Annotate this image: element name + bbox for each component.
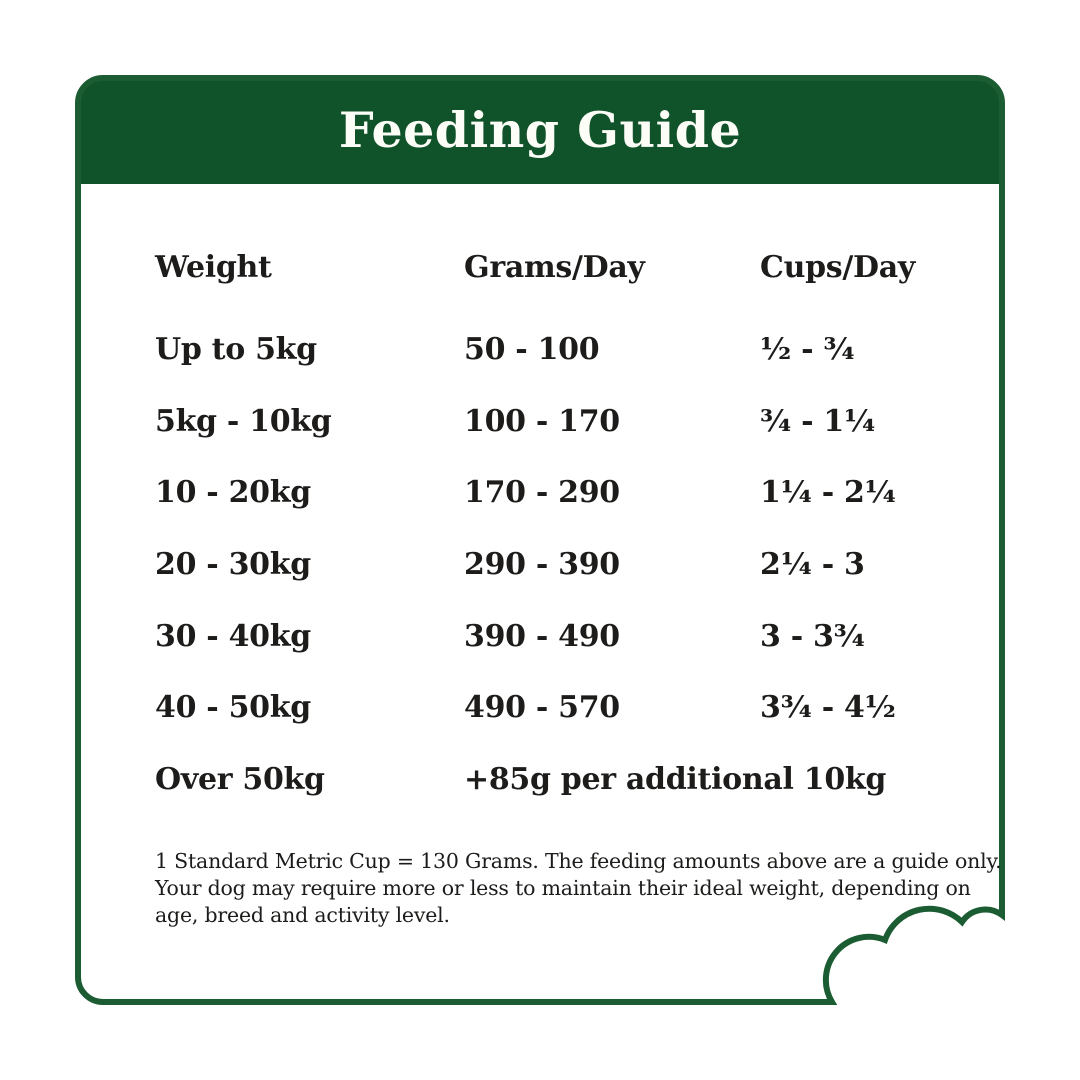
table-row	[155, 762, 955, 798]
footnote-line: Your dog may require more or less to maintain their ideal weight, depending on	[155, 876, 971, 900]
weight-cell: 5kg - 10kg	[155, 404, 332, 439]
weight-cell: 30 - 40kg	[155, 619, 311, 654]
cups-cell: 1¼ - 2¼	[760, 475, 896, 510]
grams-cell: +85g per additional 10kg	[464, 762, 887, 797]
footnote-line: age, breed and activity level.	[155, 903, 450, 927]
cups-cell: 2¼ - 3	[760, 547, 865, 582]
column-header-cups: Cups/Day	[760, 250, 915, 285]
table-row	[155, 404, 955, 440]
table-row	[155, 475, 955, 511]
table-row	[155, 332, 955, 368]
column-header-weight: Weight	[155, 250, 272, 285]
table-header-row	[155, 250, 955, 286]
table-row	[155, 619, 955, 655]
footnote	[155, 848, 1002, 929]
weight-cell: 40 - 50kg	[155, 690, 311, 725]
cups-cell: ¾ - 1¼	[760, 404, 875, 439]
cups-cell: 3¾ - 4½	[760, 690, 896, 725]
cups-cell: ½ - ¾	[760, 332, 855, 367]
page-title: Feeding Guide	[338, 101, 742, 159]
table-row	[155, 547, 955, 583]
column-header-grams: Grams/Day	[464, 250, 645, 285]
weight-cell: 20 - 30kg	[155, 547, 311, 582]
grams-cell: 390 - 490	[464, 619, 620, 654]
grams-cell: 100 - 170	[464, 404, 620, 439]
grams-cell: 50 - 100	[464, 332, 600, 367]
cups-cell: 3 - 3¾	[760, 619, 865, 654]
grams-cell: 290 - 390	[464, 547, 620, 582]
weight-cell: Over 50kg	[155, 762, 325, 797]
weight-cell: Up to 5kg	[155, 332, 317, 367]
grams-cell: 490 - 570	[464, 690, 620, 725]
table-row	[155, 690, 955, 726]
footnote-line: 1 Standard Metric Cup = 130 Grams. The feeding amounts above are a guide only.	[155, 849, 1002, 873]
weight-cell: 10 - 20kg	[155, 475, 311, 510]
grams-cell: 170 - 290	[464, 475, 620, 510]
